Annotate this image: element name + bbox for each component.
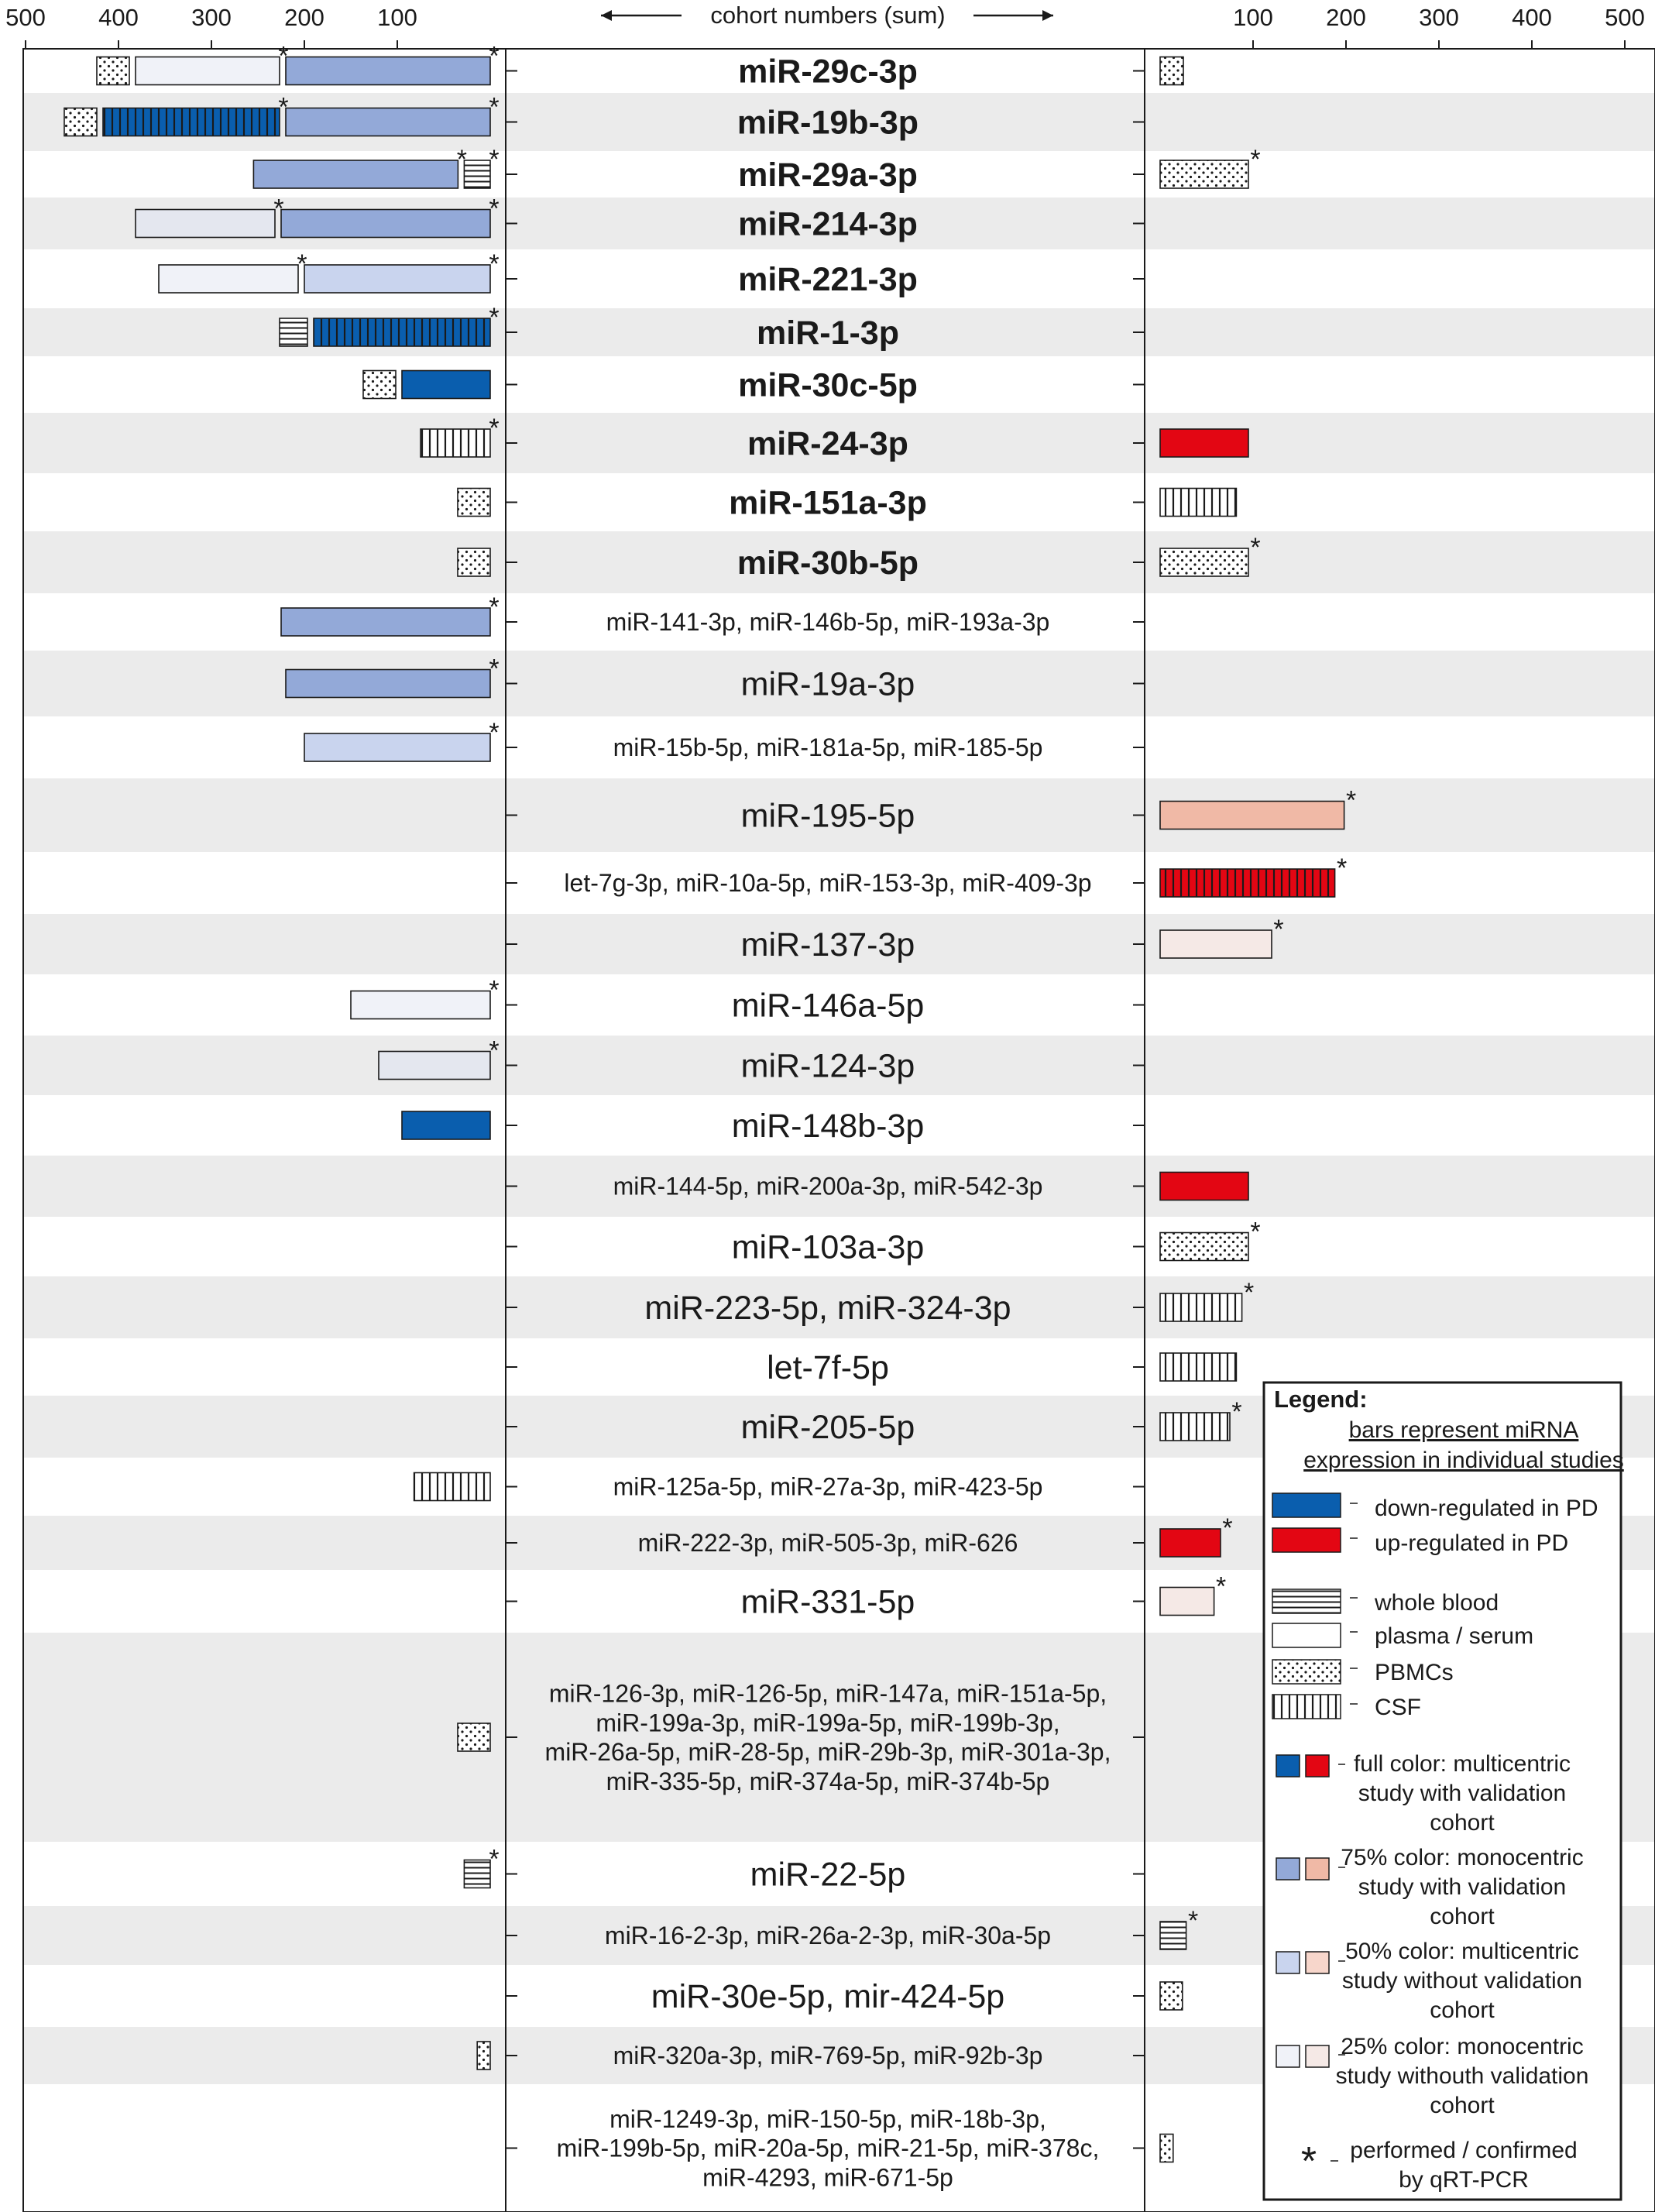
legend-csf-swatch bbox=[1272, 1695, 1341, 1719]
bar-segment bbox=[286, 57, 490, 85]
legend-star-line-2: by qRT-PCR bbox=[1399, 2167, 1529, 2193]
mirna-label: miR-29a-3p bbox=[738, 156, 918, 194]
left-axis-tick-label: 200 bbox=[284, 4, 324, 31]
qrtpcr-star: * bbox=[1250, 533, 1261, 562]
right-axis-tick-label: 300 bbox=[1419, 4, 1459, 31]
mirna-label: miR-331-5p bbox=[740, 1583, 915, 1621]
bar-segment bbox=[304, 733, 490, 761]
bar-segment bbox=[281, 210, 490, 238]
legend-25-red-swatch bbox=[1306, 2045, 1329, 2067]
mirna-label: miR-141-3p, miR-146b-5p, miR-193a-3p bbox=[606, 608, 1050, 637]
qrtpcr-star: * bbox=[273, 194, 284, 224]
legend-75-line-1: 75% color: monocentric bbox=[1341, 1845, 1584, 1870]
qrtpcr-star: * bbox=[489, 654, 500, 684]
qrtpcr-star: * bbox=[489, 92, 500, 122]
legend-whole-blood-label: whole blood bbox=[1375, 1590, 1499, 1616]
bar-segment bbox=[351, 991, 490, 1019]
bar-segment bbox=[1160, 930, 1272, 958]
legend-subtitle-2: expression in individual studies bbox=[1303, 1448, 1624, 1473]
mirna-label: miR-15b-5p, miR-181a-5p, miR-185-5p bbox=[613, 733, 1043, 762]
mirna-label: let-7f-5p bbox=[767, 1349, 889, 1387]
mirna-label: miR-148b-3p bbox=[731, 1108, 925, 1146]
qrtpcr-star: * bbox=[456, 145, 468, 174]
legend-pbmc-swatch bbox=[1272, 1660, 1341, 1684]
qrtpcr-star: * bbox=[1250, 1217, 1261, 1247]
qrtpcr-star: * bbox=[1222, 1513, 1233, 1543]
bar-texture bbox=[1160, 1233, 1248, 1261]
qrtpcr-star: * bbox=[1345, 785, 1357, 816]
mirna-label: let-7g-3p, miR-10a-5p, miR-153-3p, miR-409-3p bbox=[564, 869, 1092, 898]
bar-texture bbox=[414, 1473, 490, 1501]
mirna-label: miR-103a-3p bbox=[731, 1228, 925, 1266]
qrtpcr-star: * bbox=[489, 145, 500, 174]
bar-texture bbox=[103, 108, 280, 136]
bar-segment bbox=[304, 265, 490, 293]
bar-texture bbox=[363, 371, 396, 399]
mirna-label: miR-195-5p bbox=[740, 797, 915, 835]
qrtpcr-star: * bbox=[297, 249, 307, 279]
left-axis-tick-label: 300 bbox=[191, 4, 232, 31]
bar-segment bbox=[1160, 1588, 1214, 1616]
mirna-label: miR-214-3p bbox=[738, 205, 918, 243]
mirna-label: miR-22-5p bbox=[750, 1856, 906, 1894]
legend-25-blue-swatch bbox=[1276, 2045, 1300, 2067]
bar-texture bbox=[280, 318, 307, 346]
qrtpcr-star: * bbox=[489, 414, 500, 443]
bar-texture bbox=[458, 548, 490, 576]
bar-texture bbox=[477, 2042, 490, 2069]
legend-50-line-3: cohort bbox=[1430, 1997, 1495, 2023]
mirna-label: miR-1-3p bbox=[757, 314, 899, 352]
legend-whole-blood-swatch bbox=[1272, 1589, 1341, 1613]
legend-25-line-3: cohort bbox=[1430, 2093, 1495, 2118]
legend-csf-label: CSF bbox=[1375, 1695, 1421, 1720]
mirna-label: miR-126-3p, miR-126-5p, miR-147a, miR-151a-5p, miR-199a-3p, miR-199a-5p, miR-199b-3p, miR-26a-5p, miR-28-5p, miR-29b-3p, miR-301a-3p, miR-335-5p, miR-374a-5p, miR-374b-5p bbox=[544, 1679, 1111, 1795]
mirna-label: miR-146a-5p bbox=[731, 987, 925, 1025]
bar-segment bbox=[1160, 429, 1248, 457]
legend-full-line-2: study with validation bbox=[1358, 1781, 1567, 1806]
mirna-label: miR-29c-3p bbox=[738, 53, 918, 91]
bar-segment bbox=[1160, 1173, 1248, 1200]
legend-star-symbol: * bbox=[1300, 2139, 1317, 2184]
bar-segment bbox=[402, 1111, 490, 1139]
qrtpcr-star: * bbox=[489, 1036, 500, 1066]
mirna-label: miR-30e-5p, mir-424-5p bbox=[651, 1978, 1005, 2016]
bar-segment bbox=[281, 608, 490, 636]
mirna-label: miR-125a-5p, miR-27a-3p, miR-423-5p bbox=[613, 1472, 1043, 1501]
bar-texture bbox=[1160, 869, 1335, 897]
bar-texture bbox=[1160, 1922, 1186, 1949]
qrtpcr-star: * bbox=[489, 41, 500, 71]
qrtpcr-star: * bbox=[1243, 1278, 1255, 1307]
legend bbox=[1264, 1382, 1624, 2200]
legend-75-line-3: cohort bbox=[1430, 1904, 1495, 1929]
bar-texture bbox=[458, 1723, 490, 1751]
x-axis-title: cohort numbers (sum) bbox=[710, 2, 946, 29]
bar-texture bbox=[1160, 489, 1236, 517]
mirna-label: miR-19a-3p bbox=[740, 665, 915, 703]
left-axis-tick-label: 100 bbox=[377, 4, 417, 31]
qrtpcr-star: * bbox=[1273, 915, 1284, 944]
legend-50-blue-swatch bbox=[1276, 1952, 1300, 1973]
qrtpcr-star: * bbox=[489, 975, 500, 1005]
bar-texture bbox=[314, 318, 490, 346]
bar-segment bbox=[136, 57, 280, 85]
qrtpcr-star: * bbox=[489, 1844, 500, 1874]
qrtpcr-star: * bbox=[278, 92, 289, 122]
legend-plasma-swatch bbox=[1272, 1623, 1341, 1647]
mirna-label: miR-222-3p, miR-505-3p, miR-626 bbox=[637, 1529, 1018, 1558]
mirna-label: miR-1249-3p, miR-150-5p, miR-18b-3p, miR-199b-5p, miR-20a-5p, miR-21-5p, miR-378c, miR-4293, miR-671-5p bbox=[556, 2104, 1100, 2192]
bar-texture bbox=[1160, 1353, 1236, 1381]
legend-star-line-1: performed / confirmed bbox=[1350, 2138, 1578, 2163]
right-axis-tick-label: 500 bbox=[1605, 4, 1645, 31]
qrtpcr-star: * bbox=[1250, 145, 1261, 174]
legend-full-line-3: cohort bbox=[1430, 1810, 1495, 1836]
legend-75-blue-swatch bbox=[1276, 1858, 1300, 1880]
qrtpcr-star: * bbox=[278, 41, 289, 71]
bar-texture bbox=[464, 1860, 490, 1888]
left-arrowhead-icon bbox=[601, 10, 612, 21]
bar-texture bbox=[464, 160, 490, 188]
bar-segment bbox=[402, 371, 490, 399]
bar-texture bbox=[97, 57, 129, 85]
legend-subtitle-1: bars represent miRNA bbox=[1348, 1417, 1579, 1443]
legend-title: Legend: bbox=[1274, 1386, 1368, 1413]
bar-segment bbox=[286, 670, 490, 698]
legend-full-red-swatch bbox=[1306, 1755, 1329, 1777]
bar-texture bbox=[421, 429, 490, 457]
legend-up-label: up-regulated in PD bbox=[1375, 1530, 1569, 1556]
left-axis-tick-label: 400 bbox=[98, 4, 139, 31]
legend-25-line-2: study withouth validation bbox=[1335, 2063, 1589, 2089]
mirna-label: miR-30b-5p bbox=[737, 544, 919, 582]
qrtpcr-star: * bbox=[489, 592, 500, 622]
right-arrowhead-icon bbox=[1042, 10, 1053, 21]
legend-up-swatch bbox=[1272, 1528, 1341, 1552]
mirna-labels bbox=[506, 53, 1145, 2192]
mirna-label: miR-137-3p bbox=[740, 926, 915, 964]
bar-segment bbox=[253, 160, 458, 188]
mirna-label: miR-24-3p bbox=[747, 425, 908, 463]
bar-segment bbox=[1160, 802, 1344, 830]
right-axis-tick-label: 200 bbox=[1326, 4, 1366, 31]
legend-pbmc-label: PBMCs bbox=[1375, 1660, 1454, 1685]
qrtpcr-star: * bbox=[1187, 1906, 1199, 1936]
mirna-label: miR-221-3p bbox=[738, 261, 918, 299]
mirna-label: miR-124-3p bbox=[740, 1047, 915, 1085]
mirna-label: miR-19b-3p bbox=[737, 104, 919, 142]
mirna-label: miR-30c-5p bbox=[738, 366, 918, 404]
mirna-label: miR-205-5p bbox=[740, 1409, 915, 1447]
qrtpcr-star: * bbox=[489, 718, 500, 747]
bar-texture bbox=[1160, 1413, 1230, 1441]
mirna-label: miR-223-5p, miR-324-3p bbox=[644, 1290, 1011, 1328]
bar-segment bbox=[1160, 1529, 1221, 1557]
bars bbox=[64, 42, 1356, 2162]
qrtpcr-star: * bbox=[489, 303, 500, 332]
qrtpcr-star: * bbox=[1336, 854, 1348, 883]
legend-75-red-swatch bbox=[1306, 1858, 1329, 1880]
mirna-label: miR-144-5p, miR-200a-3p, miR-542-3p bbox=[613, 1172, 1043, 1200]
bar-texture bbox=[1160, 2135, 1173, 2162]
bar-segment bbox=[136, 210, 275, 238]
bar-segment bbox=[159, 265, 298, 293]
legend-50-line-1: 50% color: multicentric bbox=[1345, 1939, 1579, 1964]
qrtpcr-star: * bbox=[489, 249, 500, 279]
legend-75-line-2: study with validation bbox=[1358, 1874, 1567, 1900]
legend-plasma-label: plasma / serum bbox=[1375, 1623, 1534, 1649]
qrtpcr-star: * bbox=[489, 194, 500, 224]
legend-50-red-swatch bbox=[1306, 1952, 1329, 1973]
legend-25-line-1: 25% color: monocentric bbox=[1341, 2034, 1584, 2059]
x-axis-label bbox=[601, 2, 1053, 29]
bar-texture bbox=[1160, 160, 1248, 188]
qrtpcr-star: * bbox=[1231, 1397, 1242, 1427]
mirna-label: miR-16-2-3p, miR-26a-2-3p, miR-30a-5p bbox=[604, 1922, 1052, 1950]
right-axis-tick-label: 400 bbox=[1512, 4, 1552, 31]
legend-full-line-1: full color: multicentric bbox=[1353, 1751, 1571, 1777]
bar-texture bbox=[1160, 1293, 1242, 1321]
bar-texture bbox=[64, 108, 97, 136]
bar-segment bbox=[286, 108, 490, 136]
legend-full-blue-swatch bbox=[1276, 1755, 1300, 1777]
right-axis-tick-label: 100 bbox=[1233, 4, 1273, 31]
left-axis-tick-label: 500 bbox=[5, 4, 46, 31]
mirna-label: miR-320a-3p, miR-769-5p, miR-92b-3p bbox=[613, 2042, 1043, 2070]
qrtpcr-star: * bbox=[1215, 1571, 1227, 1602]
bar-texture bbox=[1160, 57, 1183, 85]
bar-texture bbox=[1160, 548, 1248, 576]
bar-texture bbox=[1160, 1982, 1183, 2010]
legend-down-swatch bbox=[1272, 1493, 1341, 1517]
bar-texture bbox=[458, 489, 490, 517]
mirna-label: miR-151a-3p bbox=[729, 484, 927, 522]
legend-50-line-2: study without validation bbox=[1341, 1968, 1583, 1994]
bar-segment bbox=[379, 1052, 490, 1080]
legend-down-label: down-regulated in PD bbox=[1375, 1496, 1598, 1521]
